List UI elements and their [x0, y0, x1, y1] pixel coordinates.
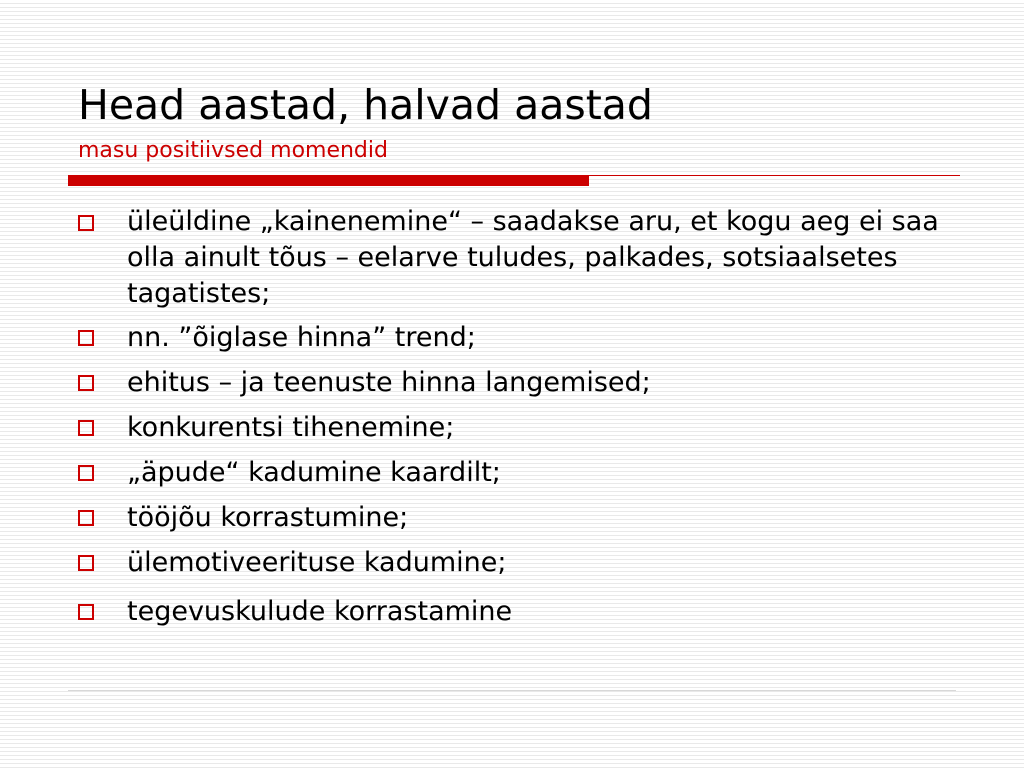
- list-item-text: üleüldine „kainenemine“ – saadakse aru, et kogu aeg ei saa olla ainult tõus – eelarve tuludes, palkades, sotsiaalsetes tagatistes;: [127, 206, 939, 309]
- square-bullet-icon: [78, 215, 94, 231]
- square-bullet-icon: [78, 510, 94, 526]
- list-item: [76, 409, 956, 447]
- square-bullet-icon: [78, 555, 94, 571]
- list-item: [76, 319, 956, 357]
- list-item: [76, 499, 956, 537]
- list-item: [76, 544, 956, 582]
- square-bullet-icon: [78, 330, 94, 346]
- list-item: [76, 593, 956, 631]
- list-item: [76, 364, 956, 402]
- list-item: [76, 204, 956, 312]
- list-item-text: konkurentsi tihenemine;: [127, 412, 455, 443]
- square-bullet-icon: [78, 420, 94, 436]
- slide-subtitle: masu positiivsed momendid: [78, 138, 388, 163]
- footer-divider: [68, 690, 956, 691]
- list-item-text: ehitus – ja teenuste hinna langemised;: [127, 367, 651, 398]
- list-item-text: ülemotiveerituse kadumine;: [127, 547, 507, 578]
- square-bullet-icon: [78, 604, 94, 620]
- title-underline-thick: [68, 175, 589, 186]
- square-bullet-icon: [78, 465, 94, 481]
- bullet-list: [76, 204, 956, 638]
- list-item-text: „äpude“ kadumine kaardilt;: [127, 457, 501, 488]
- list-item-text: nn. ”õiglase hinna” trend;: [127, 322, 476, 353]
- list-item-text: tegevuskulude korrastamine: [127, 596, 513, 627]
- list-item: [76, 454, 956, 492]
- slide-title: Head aastad, halvad aastad: [78, 81, 653, 129]
- list-item-text: tööjõu korrastumine;: [127, 502, 409, 533]
- title-underline-thin: [589, 175, 960, 176]
- square-bullet-icon: [78, 375, 94, 391]
